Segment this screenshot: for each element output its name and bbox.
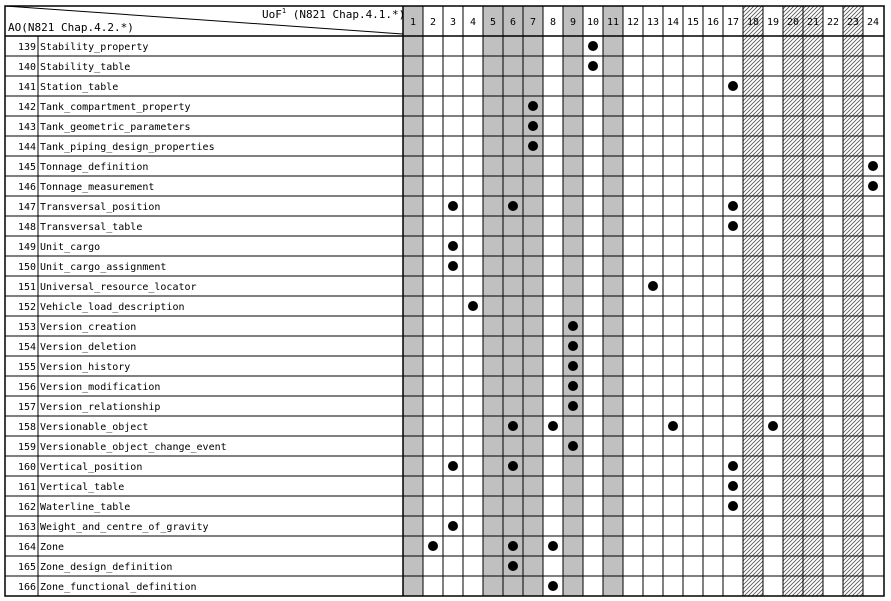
column-number: 14 (666, 17, 680, 28)
column-numbers (410, 17, 879, 28)
mark-dot (508, 421, 518, 431)
column-number: 7 (529, 17, 537, 28)
mark-dot (588, 41, 598, 51)
column-fill-5 (483, 6, 503, 596)
row-name: Tank_geometric_parameters (40, 122, 191, 133)
mark-dot (528, 101, 538, 111)
mark-dot (668, 421, 678, 431)
column-number: 20 (786, 17, 800, 28)
mark-dot (568, 361, 578, 371)
column-number: 19 (766, 17, 780, 28)
column-shading (403, 6, 863, 596)
column-number: 10 (586, 17, 600, 28)
row-name: Stability_table (40, 62, 131, 73)
column-fill-18 (743, 6, 763, 596)
mark-dot (568, 381, 578, 391)
uof-label: UoF (262, 8, 282, 21)
column-number: 16 (706, 17, 720, 28)
row-id: 145 (17, 162, 36, 173)
mark-dot (528, 141, 538, 151)
row-id: 144 (17, 142, 36, 153)
uof-reference: (N821 Chap.4.1.*) (286, 8, 406, 21)
mark-dot (728, 81, 738, 91)
column-number: 17 (726, 17, 740, 28)
mark-dot (528, 121, 538, 131)
row-name: Version_history (40, 362, 131, 373)
row-name: Waterline_table (40, 502, 131, 513)
mark-dot (548, 541, 558, 551)
column-number: 11 (606, 17, 620, 28)
row-name: Tonnage_measurement (40, 182, 155, 193)
ao-header: AO(N821 Chap.4.2.*) (8, 21, 134, 34)
row-name: Zone_design_definition (40, 562, 173, 573)
row-id: 159 (17, 442, 36, 453)
column-number: 21 (806, 17, 820, 28)
row-name: Station_table (40, 82, 119, 93)
mark-dot (548, 421, 558, 431)
row-id: 154 (17, 342, 36, 353)
column-number: 15 (686, 17, 700, 28)
row-name: Versionable_object (40, 422, 149, 433)
row-id: 163 (17, 522, 36, 533)
column-fill-7 (523, 6, 543, 596)
row-name: Weight_and_centre_of_gravity (40, 522, 209, 533)
row-name: Vehicle_load_description (40, 302, 185, 313)
row-name: Zone_functional_definition (40, 582, 197, 593)
mark-dot (468, 301, 478, 311)
row-id: 157 (17, 402, 36, 413)
mark-dot (568, 321, 578, 331)
row-id: 148 (17, 222, 36, 233)
column-number: 6 (509, 17, 517, 28)
row-id: 165 (17, 562, 36, 573)
row-id: 155 (17, 362, 36, 373)
row-name: Transversal_table (40, 222, 143, 233)
uof-header (262, 7, 405, 21)
row-name: Versionable_object_change_event (40, 442, 227, 453)
mark-dot (728, 221, 738, 231)
row-id: 153 (17, 322, 36, 333)
row-name: Stability_property (40, 42, 149, 53)
mark-dot (868, 181, 878, 191)
column-fill-20 (783, 6, 803, 596)
mark-dot (568, 441, 578, 451)
row-id: 151 (17, 282, 36, 293)
mark-dot (728, 481, 738, 491)
column-fill-23 (843, 6, 863, 596)
row-name: Tonnage_definition (40, 162, 149, 173)
column-fill-11 (603, 6, 623, 596)
row-name: Tank_compartment_property (40, 102, 191, 113)
mark-dot (768, 421, 778, 431)
row-id: 152 (17, 302, 36, 313)
row-id: 150 (17, 262, 36, 273)
mark-dot (568, 341, 578, 351)
mark-dot (508, 461, 518, 471)
column-fill-6 (503, 6, 523, 596)
mark-dot (728, 461, 738, 471)
row-name: Universal_resource_locator (40, 282, 197, 293)
column-number: 8 (549, 17, 557, 28)
column-number: 2 (429, 17, 437, 28)
row-id: 147 (17, 202, 36, 213)
column-fill-1 (403, 6, 423, 596)
row-id: 140 (17, 62, 36, 73)
row-id: 141 (17, 82, 36, 93)
uof-superscript: 1 (281, 7, 287, 15)
column-number: 24 (866, 17, 880, 28)
column-number: 4 (469, 17, 477, 28)
row-id: 156 (17, 382, 36, 393)
row-name: Version_relationship (40, 402, 161, 413)
mark-dot (588, 61, 598, 71)
row-id: 160 (17, 462, 36, 473)
column-number: 18 (746, 17, 760, 28)
row-id: 158 (17, 422, 36, 433)
column-number: 1 (409, 17, 417, 28)
row-id: 149 (17, 242, 36, 253)
mark-dot (448, 461, 458, 471)
row-id: 166 (17, 582, 36, 593)
row-name: Zone (40, 542, 65, 553)
row-name: Transversal_position (40, 202, 161, 213)
mark-dot (568, 401, 578, 411)
column-number: 22 (826, 17, 840, 28)
column-number: 13 (646, 17, 660, 28)
row-name: Vertical_table (40, 482, 125, 493)
mark-dot (428, 541, 438, 551)
column-number: 3 (449, 17, 457, 28)
row-name: Version_modification (40, 382, 161, 393)
mark-dot (508, 541, 518, 551)
column-number: 23 (846, 17, 860, 28)
row-name: Vertical_position (40, 462, 143, 473)
row-id: 162 (17, 502, 36, 513)
row-name: Tank_piping_design_properties (40, 142, 215, 153)
mark-dot (448, 201, 458, 211)
mark-dot (448, 261, 458, 271)
row-id: 146 (17, 182, 36, 193)
row-name: Version_creation (40, 322, 137, 333)
mark-dot (548, 581, 558, 591)
mark-dot (448, 241, 458, 251)
mark-dot (728, 201, 738, 211)
row-name: Unit_cargo (40, 242, 101, 253)
column-number: 5 (489, 17, 497, 28)
row-labels (18, 42, 227, 593)
row-name: Version_deletion (40, 342, 137, 353)
column-number: 9 (569, 17, 577, 28)
column-fill-9 (563, 6, 583, 596)
mark-dot (868, 161, 878, 171)
mark-dot (508, 561, 518, 571)
row-name: Unit_cargo_assignment (40, 262, 167, 273)
mark-dot (648, 281, 658, 291)
row-id: 143 (17, 122, 36, 133)
row-id: 164 (17, 542, 36, 553)
row-id: 139 (17, 42, 36, 53)
row-id: 161 (17, 482, 36, 493)
mark-dot (448, 521, 458, 531)
table-header (5, 6, 405, 34)
mark-dot (508, 201, 518, 211)
column-fill-21 (803, 6, 823, 596)
column-number: 12 (626, 17, 640, 28)
mark-dot (728, 501, 738, 511)
row-id: 142 (17, 102, 36, 113)
